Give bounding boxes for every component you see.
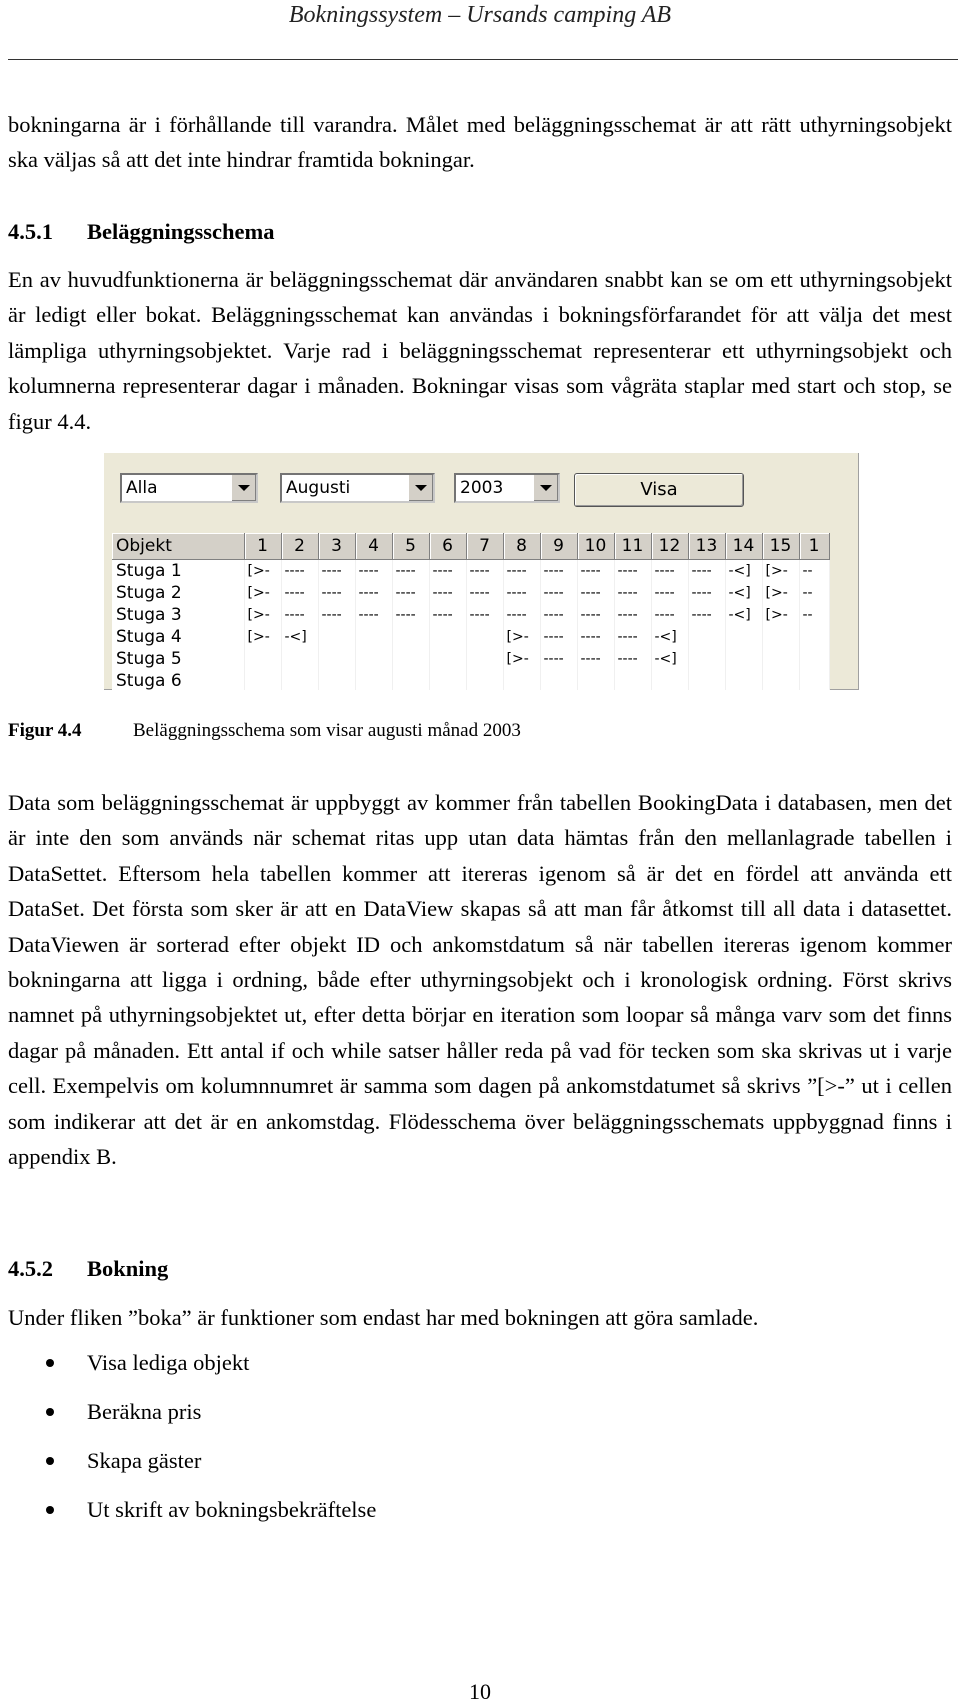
day-cell [762, 648, 799, 670]
day-cell: ---- [318, 604, 355, 626]
section-heading-4-5-1 [8, 217, 275, 247]
section-number: 4.5.2 [8, 1256, 53, 1281]
day-cell: -- [799, 582, 829, 604]
day-cell: ---- [577, 604, 614, 626]
day-cell: ---- [651, 582, 688, 604]
object-name-cell: Stuga 6 [112, 670, 244, 690]
type-filter-value: Alla [126, 478, 158, 498]
day-cell [577, 670, 614, 690]
day-cell: ---- [355, 560, 392, 583]
day-cell: [>- [244, 582, 281, 604]
grid-header-row [112, 533, 829, 560]
day-cell: ---- [577, 560, 614, 583]
list-item-text: Skapa gäster [87, 1448, 202, 1473]
day-cell: ---- [614, 560, 651, 583]
data-paragraph: Data som beläggningsschemat är uppbyggt av kommer från tabellen BookingData i databasen, men det är inte den som används när schemat ritas upp utan data hämtas från den mellanlagrade tabellen i DataSettet. Eftersom hela tabellen kommer att itereras igenom så är det en fördel att använda ett DataSet. Det första som sker är att en DataView skapas så att man får åtkomst till all data i datasettet. DataViewen är sorterad efter objekt ID och ankomstdatum så när tabellen itereras igenom kommer bokningarna att ligga i ordning, både efter uthyrningsobjekt och i kronologisk ordning. Först skrivs namnet på uthyrningsobjektet ut, efter detta börjar en iteration som loopar så många varv som det finns dagar på månaden. Ett antal if och while satser håller reda på vad för tecken som ska skrivas ut i varje cell. Exempelvis om kolumnnumret är samma som dagen på ankomstdatumet så skrivs ”[>-” ut i cellen som indikerar att det är en ankomstdag. Flödesschema över beläggningsschemats uppbyggnad finns i appendix B. [8, 790, 952, 1170]
day-cell: ---- [429, 582, 466, 604]
day-cell [392, 670, 429, 690]
day-cell: -- [799, 560, 829, 583]
schedule-grid [112, 533, 830, 690]
day-cell [281, 648, 318, 670]
day-cell: ---- [429, 604, 466, 626]
day-cell: ---- [392, 560, 429, 583]
day-cell [392, 648, 429, 670]
day-cell: ---- [688, 560, 725, 583]
day-cell: ---- [614, 604, 651, 626]
bokning-paragraph: Under fliken ”boka” är funktioner som endast har med bokningen att göra samlade. [8, 1305, 759, 1330]
year-filter-select[interactable] [454, 473, 560, 503]
list-item [8, 1493, 376, 1542]
object-name-cell: Stuga 2 [112, 582, 244, 604]
column-header-objekt[interactable]: Objekt [112, 533, 244, 560]
day-cell [614, 670, 651, 690]
column-header-day[interactable]: 10 [577, 533, 614, 560]
day-cell: ---- [688, 582, 725, 604]
day-cell [725, 670, 762, 690]
day-cell [540, 670, 577, 690]
day-cell: ---- [503, 604, 540, 626]
day-cell: ---- [281, 582, 318, 604]
day-cell [725, 648, 762, 670]
day-cell: -<] [651, 626, 688, 648]
day-cell [762, 670, 799, 690]
section-heading-4-5-2 [8, 1254, 168, 1284]
month-filter-value: Augusti [286, 478, 351, 498]
day-cell [318, 648, 355, 670]
section-title: Beläggningsschema [87, 219, 275, 244]
day-cell: ---- [614, 582, 651, 604]
booking-schedule-screenshot [103, 452, 859, 690]
object-name-cell: Stuga 1 [112, 560, 244, 583]
column-header-day[interactable]: 1 [799, 533, 829, 560]
day-cell: -<] [651, 648, 688, 670]
intro-paragraph: bokningarna är i förhållande till varandra. Målet med beläggningsschemat är att rätt uthyrningsobjekt ska väljas så att det inte hindrar framtida bokningar. [8, 112, 952, 173]
day-cell: [>- [762, 560, 799, 583]
day-cell: [>- [244, 604, 281, 626]
header-rule [8, 59, 958, 60]
day-cell: [>- [762, 582, 799, 604]
list-item-text: Beräkna pris [87, 1399, 202, 1424]
day-cell: -<] [725, 604, 762, 626]
chevron-down-icon[interactable] [533, 475, 558, 501]
table-row[interactable] [112, 648, 829, 670]
day-cell: ---- [429, 560, 466, 583]
day-cell [688, 626, 725, 648]
day-cell [281, 670, 318, 690]
column-header-day[interactable]: 11 [614, 533, 651, 560]
column-header-day[interactable]: 5 [392, 533, 429, 560]
day-cell: [>- [762, 604, 799, 626]
list-item [8, 1395, 376, 1444]
day-cell [429, 648, 466, 670]
day-cell: ---- [281, 604, 318, 626]
day-cell: ---- [540, 582, 577, 604]
column-header-day[interactable]: 4 [355, 533, 392, 560]
running-header: Bokningssystem – Ursands camping AB [288, 2, 672, 28]
day-cell: ---- [503, 582, 540, 604]
day-cell: ---- [577, 626, 614, 648]
day-cell [799, 670, 829, 690]
day-cell [355, 670, 392, 690]
column-header-day[interactable]: 15 [762, 533, 799, 560]
column-header-day[interactable]: 13 [688, 533, 725, 560]
day-cell [429, 670, 466, 690]
list-item [8, 1346, 376, 1395]
figure-label: Figur 4.4 [8, 720, 82, 741]
list-item [8, 1444, 376, 1493]
day-cell: ---- [318, 560, 355, 583]
column-header-day[interactable]: 1 [244, 533, 281, 560]
day-cell: ---- [614, 626, 651, 648]
type-filter-select[interactable] [120, 473, 258, 503]
day-cell [651, 670, 688, 690]
day-cell: ---- [540, 604, 577, 626]
page-number: 10 [469, 1679, 491, 1704]
day-cell [799, 626, 829, 648]
table-row[interactable] [112, 560, 829, 583]
day-cell: ---- [540, 626, 577, 648]
day-cell [799, 648, 829, 670]
chevron-down-icon[interactable] [231, 475, 256, 501]
day-cell: [>- [503, 648, 540, 670]
day-cell: -<] [281, 626, 318, 648]
day-cell [762, 626, 799, 648]
day-cell [318, 670, 355, 690]
day-cell [688, 670, 725, 690]
day-cell [429, 626, 466, 648]
bullet-list [8, 1346, 376, 1542]
day-cell [466, 648, 503, 670]
bullet-icon [46, 1457, 54, 1465]
day-cell: ---- [651, 604, 688, 626]
day-cell: ---- [577, 648, 614, 670]
table-row[interactable] [112, 604, 829, 626]
column-header-day[interactable]: 6 [429, 533, 466, 560]
figure-caption [8, 716, 521, 746]
figure-caption-text: Beläggningsschema som visar augusti månad 2003 [133, 720, 521, 741]
day-cell [466, 670, 503, 690]
day-cell: ---- [355, 604, 392, 626]
day-cell [688, 648, 725, 670]
table-row[interactable] [112, 626, 829, 648]
day-cell: ---- [540, 560, 577, 583]
day-cell: ---- [614, 648, 651, 670]
table-row[interactable] [112, 670, 829, 690]
day-cell: ---- [503, 560, 540, 583]
day-cell: ---- [651, 560, 688, 583]
list-item-text: Visa lediga objekt [87, 1350, 250, 1375]
day-cell: ---- [466, 560, 503, 583]
object-name-cell: Stuga 3 [112, 604, 244, 626]
day-cell [355, 626, 392, 648]
belaggning-paragraph: En av huvudfunktionerna är beläggningsschemat där användaren snabbt kan se om ett uthyrningsobjekt är ledigt eller bokat. Beläggningsschemat kan användas i bokningsförfarandet för att välja det mest lämpliga uthyrningsobjektet. Varje rad i beläggningsschemat representerar ett uthyrningsobjekt och kolumnerna representerar dagar i månaden. Bokningar visas som vågräta staplar med start och stop, se figur 4.4. [8, 267, 952, 434]
column-header-day[interactable]: 8 [503, 533, 540, 560]
day-cell: -<] [725, 560, 762, 583]
list-item-text: Ut skrift av bokningsbekräftelse [87, 1497, 377, 1522]
day-cell [355, 648, 392, 670]
month-filter-select[interactable] [280, 473, 435, 503]
column-header-day[interactable]: 9 [540, 533, 577, 560]
day-cell: [>- [503, 626, 540, 648]
bullet-icon [46, 1506, 54, 1514]
day-cell: ---- [355, 582, 392, 604]
chevron-down-icon[interactable] [408, 475, 433, 501]
object-name-cell: Stuga 4 [112, 626, 244, 648]
day-cell: ---- [392, 604, 429, 626]
day-cell: -- [799, 604, 829, 626]
column-header-day[interactable]: 14 [725, 533, 762, 560]
table-row[interactable] [112, 582, 829, 604]
day-cell [392, 626, 429, 648]
day-cell [466, 626, 503, 648]
column-header-day[interactable]: 2 [281, 533, 318, 560]
section-title: Bokning [87, 1256, 169, 1281]
day-cell: ---- [281, 560, 318, 583]
column-header-day[interactable]: 12 [651, 533, 688, 560]
day-cell: ---- [392, 582, 429, 604]
day-cell: -<] [725, 582, 762, 604]
column-header-day[interactable]: 3 [318, 533, 355, 560]
day-cell [725, 626, 762, 648]
year-filter-value: 2003 [460, 478, 504, 498]
day-cell: ---- [540, 648, 577, 670]
day-cell: ---- [318, 582, 355, 604]
day-cell: ---- [577, 582, 614, 604]
bullet-icon [46, 1408, 54, 1416]
day-cell: ---- [466, 582, 503, 604]
column-header-day[interactable]: 7 [466, 533, 503, 560]
day-cell [503, 670, 540, 690]
day-cell: [>- [244, 560, 281, 583]
day-cell [244, 648, 281, 670]
visa-button[interactable]: Visa [574, 473, 744, 507]
day-cell [244, 670, 281, 690]
day-cell: [>- [244, 626, 281, 648]
bullet-icon [46, 1359, 54, 1367]
section-number: 4.5.1 [8, 219, 53, 244]
day-cell: ---- [688, 604, 725, 626]
day-cell [318, 626, 355, 648]
object-name-cell: Stuga 5 [112, 648, 244, 670]
day-cell: ---- [466, 604, 503, 626]
